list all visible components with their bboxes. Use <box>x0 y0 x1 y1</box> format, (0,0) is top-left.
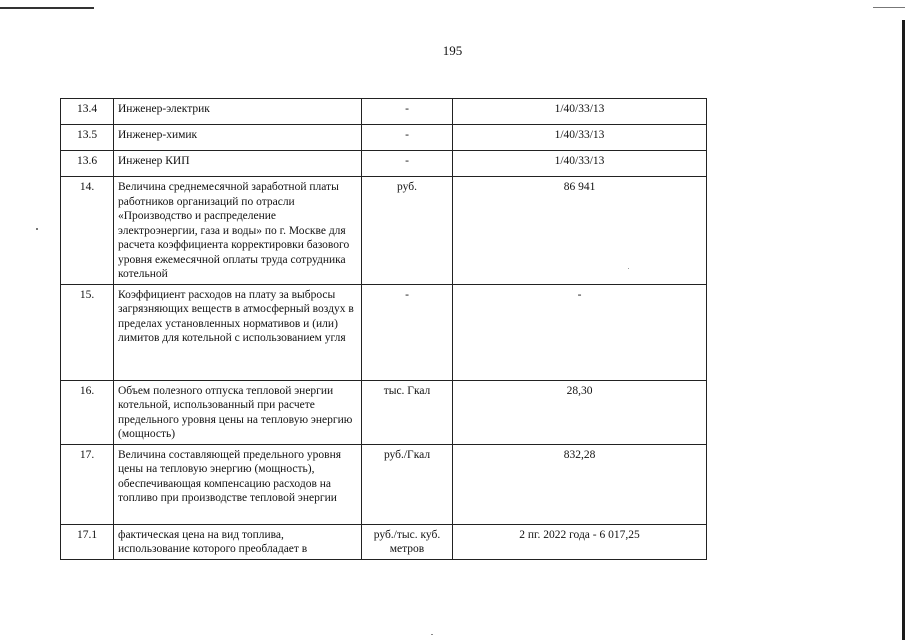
row-value: 1/40/33/13 <box>453 151 707 177</box>
page-number: 195 <box>442 43 463 58</box>
row-parameter-name: Коэффициент расходов на плату за выбросы загрязняющих веществ в атмосферный воздух в пределах установленных нормативов и (или) лимитов для котельной с использованием угля <box>114 284 362 380</box>
row-parameter-name: Инженер КИП <box>114 151 362 177</box>
row-unit: - <box>362 125 453 151</box>
tariff-parameters-table <box>60 98 707 560</box>
table-row <box>61 380 707 444</box>
row-parameter-name: фактическая цена на вид топлива, использование которого преобладает в <box>114 524 362 559</box>
row-parameter-name: Величина среднемесячной заработной платы работников организаций по отрасли «Производство и распределение электроэнергии, газа и воды» по г. Москве для расчета коэффициента корректировки базового уровня ежемесячной оплаты труда сотрудника котельной <box>114 177 362 285</box>
scan-top-rule-left <box>0 7 94 9</box>
row-value: 1/40/33/13 <box>453 125 707 151</box>
row-value: 2 пг. 2022 года - 6 017,25 <box>453 524 707 559</box>
row-value: 1/40/33/13 <box>453 99 707 125</box>
row-parameter-name: Объем полезного отпуска тепловой энергии котельной, использованный при расчете предельного уровня цены на тепловую энергию (мощность) <box>114 380 362 444</box>
row-number: 16. <box>61 380 114 444</box>
row-parameter-name: Инженер-электрик <box>114 99 362 125</box>
table-row <box>61 524 707 559</box>
row-value: 86 941 <box>453 177 707 285</box>
row-value: 832,28 <box>453 444 707 524</box>
row-number: 15. <box>61 284 114 380</box>
table-row <box>61 125 707 151</box>
row-parameter-name: Величина составляющей предельного уровня цены на тепловую энергию (мощность), обеспечивающая компенсацию расходов на топливо при производстве тепловой энергии <box>114 444 362 524</box>
table-row <box>61 151 707 177</box>
scan-speck-bottom <box>431 634 433 635</box>
scan-speck <box>36 228 38 230</box>
scan-top-rule-right <box>873 7 905 8</box>
row-number: 13.6 <box>61 151 114 177</box>
row-number: 13.4 <box>61 99 114 125</box>
row-unit: - <box>362 99 453 125</box>
row-unit: - <box>362 151 453 177</box>
row-number: 14. <box>61 177 114 285</box>
table-row <box>61 444 707 524</box>
row-number: 17.1 <box>61 524 114 559</box>
row-number: 13.5 <box>61 125 114 151</box>
row-value: - <box>453 284 707 380</box>
row-unit: руб. <box>362 177 453 285</box>
row-parameter-name: Инженер-химик <box>114 125 362 151</box>
table-row <box>61 177 707 285</box>
table-row <box>61 284 707 380</box>
row-unit: тыс. Гкал <box>362 380 453 444</box>
row-unit: руб./Гкал <box>362 444 453 524</box>
row-number: 17. <box>61 444 114 524</box>
row-unit: - <box>362 284 453 380</box>
row-value: 28,30 <box>453 380 707 444</box>
table-row <box>61 99 707 125</box>
row-unit: руб./тыс. куб. метров <box>362 524 453 559</box>
